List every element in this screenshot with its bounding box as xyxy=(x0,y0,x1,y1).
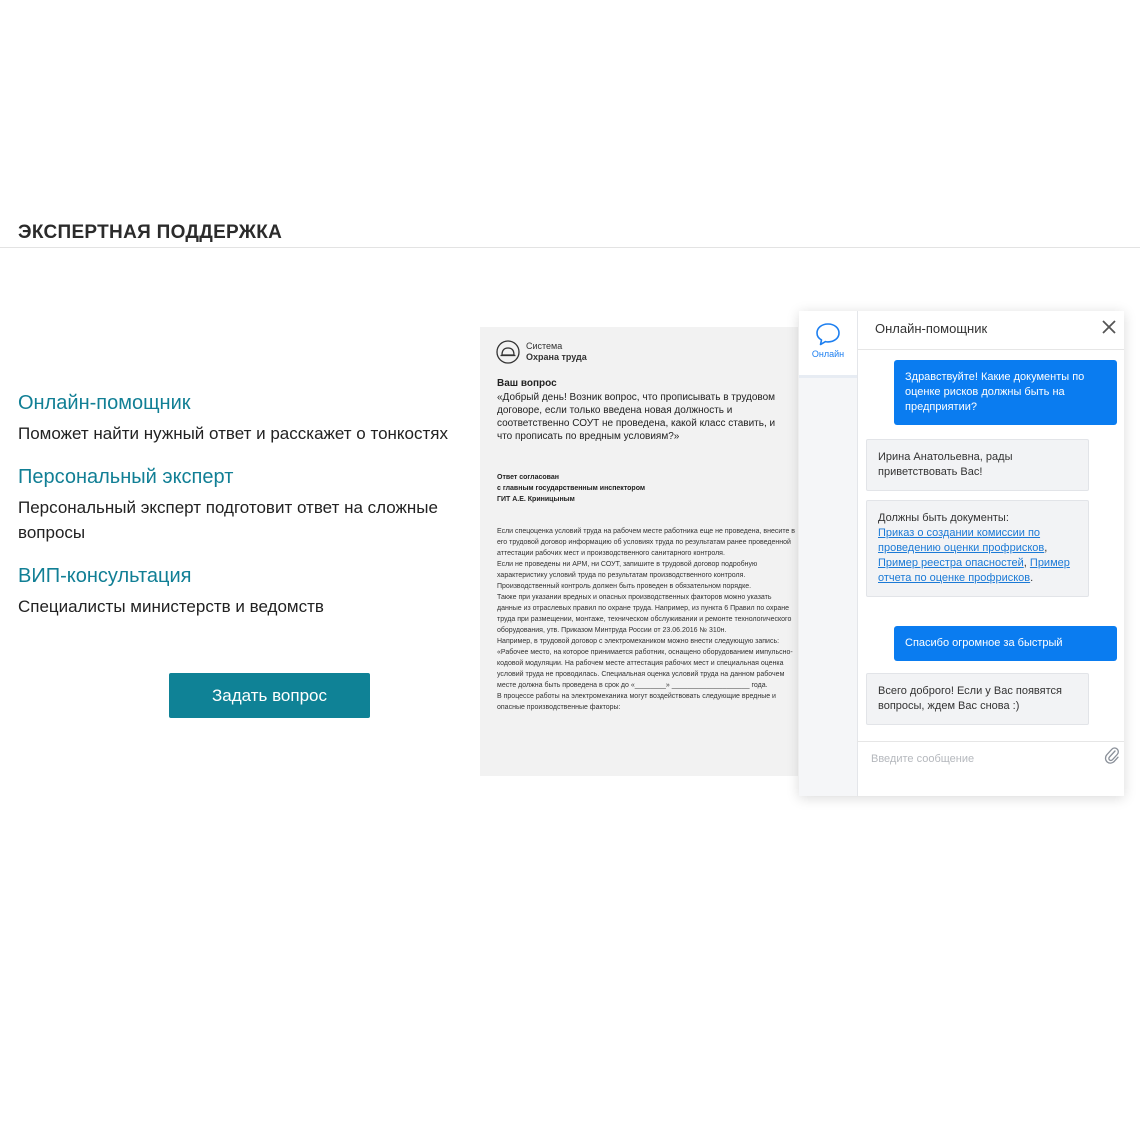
document-link-commission-order[interactable]: Приказ о создании комиссии по проведению оценки профрисков xyxy=(878,527,1045,554)
approval-line: Ответ согласован xyxy=(497,474,560,481)
chat-sidebar xyxy=(799,311,858,796)
hard-hat-logo-icon xyxy=(496,340,520,364)
feature-title: Персональный эксперт xyxy=(18,466,234,488)
question-text: «Добрый день! Возник вопрос, что прописывать в трудовом договоре, если только введена новая должность и соответственно СОУТ не проведена, какой класс ставить, и что прописать по вредным условиям?» xyxy=(497,392,776,442)
message-input[interactable] xyxy=(869,748,1093,770)
feature-title: Онлайн-помощник xyxy=(18,392,191,414)
document-link-risk-report[interactable]: Пример отчета по оценке профрисков xyxy=(878,557,1070,584)
section-divider xyxy=(0,247,1140,248)
features-list xyxy=(18,390,468,637)
user-message: Спасибо огромное за быстрый xyxy=(894,626,1117,661)
answer-paragraph: Например, в трудовой договор с электромехаником можно внести следующую запись: xyxy=(497,638,780,645)
sidebar-tab-label: Онлайн xyxy=(811,349,845,359)
document-brand xyxy=(496,340,587,364)
bot-message: Всего доброго! Если у Вас появятся вопросы, ждем Вас снова :) xyxy=(866,673,1089,725)
approval-line: ГИТ А.Е. Криницыным xyxy=(497,496,575,503)
answer-paragraph: В процессе работы на электромеханика могут воздействовать следующие вредные и опасные производственные факторы: xyxy=(497,693,776,711)
feature-title: ВИП-консультация xyxy=(18,565,192,587)
chat-bubble-icon xyxy=(815,321,841,347)
sidebar-tab-online[interactable] xyxy=(799,311,857,378)
user-message: Здравствуйте! Какие документы по оценке рисков должны быть на предприятии? xyxy=(894,360,1117,425)
brand-line-2: Охрана труда xyxy=(526,352,587,362)
answer-paragraph: Если не проведены ни АРМ, ни СОУТ, запишите в трудовой договор подробную характеристику условий труда по результатам производственного контроля. Производственный контроль должен быть проведен в обязательном порядке. xyxy=(497,561,758,590)
answer-paragraph: «Рабочее место, на которое принимается работник, оснащено оборудованием импульсно-кодовой модуляции. На рабочем месте аттестация рабочих мест и специальная оценка условий труда не проводилась. Специальная оценка условий труда на данном рабочем месте должна быть проведена в срок до «________» ____________________ года. xyxy=(497,649,793,689)
brand-line-1: Система xyxy=(526,341,563,351)
feature-text: Поможет найти нужный ответ и расскажет о тонкостях xyxy=(18,424,448,443)
bot-message-documents: Должны быть документы: Приказ о создании комиссии по проведению оценки профрисков, Пример реестра опасностей, Пример отчета по оценке профрисков. xyxy=(866,500,1089,597)
close-icon[interactable] xyxy=(1100,318,1118,336)
approval-note xyxy=(497,472,645,505)
bot-message-intro: Должны быть документы: xyxy=(878,512,1009,524)
paperclip-icon[interactable] xyxy=(1104,746,1120,764)
chat-input-area xyxy=(857,741,1124,797)
document-preview xyxy=(480,327,798,776)
approval-line: с главным государственным инспектором xyxy=(497,485,646,492)
answer-paragraph: Если спецоценка условий труда на рабочем месте работника еще не проведена, внесите в его трудовой договор информацию об условиях труда по результатам ранее проведенной аттестации рабочих мест и производственного санитарного контроля. xyxy=(497,528,795,557)
feature-text: Персональный эксперт подготовит ответ на сложные вопросы xyxy=(18,498,438,542)
chat-title: Онлайн-помощник xyxy=(875,321,988,336)
document-link-hazard-registry[interactable]: Пример реестра опасностей xyxy=(878,557,1024,569)
chat-header xyxy=(857,311,1124,350)
ask-question-button[interactable]: Задать вопрос xyxy=(169,673,370,718)
section-title: ЭКСПЕРТНАЯ ПОДДЕРЖКА xyxy=(18,222,283,243)
feature-personal-expert xyxy=(18,464,468,545)
feature-vip-consultation xyxy=(18,563,468,619)
chat-widget xyxy=(799,311,1124,796)
answer-body xyxy=(497,526,797,713)
feature-text: Специалисты министерств и ведомств xyxy=(18,597,324,616)
question-title: Ваш вопрос xyxy=(497,378,557,389)
answer-paragraph: Также при указании вредных и опасных производственных факторов можно указать данные из отраслевых правил по охране труда. Например, из пункта 6 Правил по охране труда при размещении, монтаже, техническом обслуживании и ремонте технологического оборудования, утв. Приказом Минтруда России от 23.06.2016 № 310н. xyxy=(497,594,792,634)
feature-online-assistant xyxy=(18,390,468,446)
bot-message: Ирина Анатольевна, рады приветствовать Вас! xyxy=(866,439,1089,491)
